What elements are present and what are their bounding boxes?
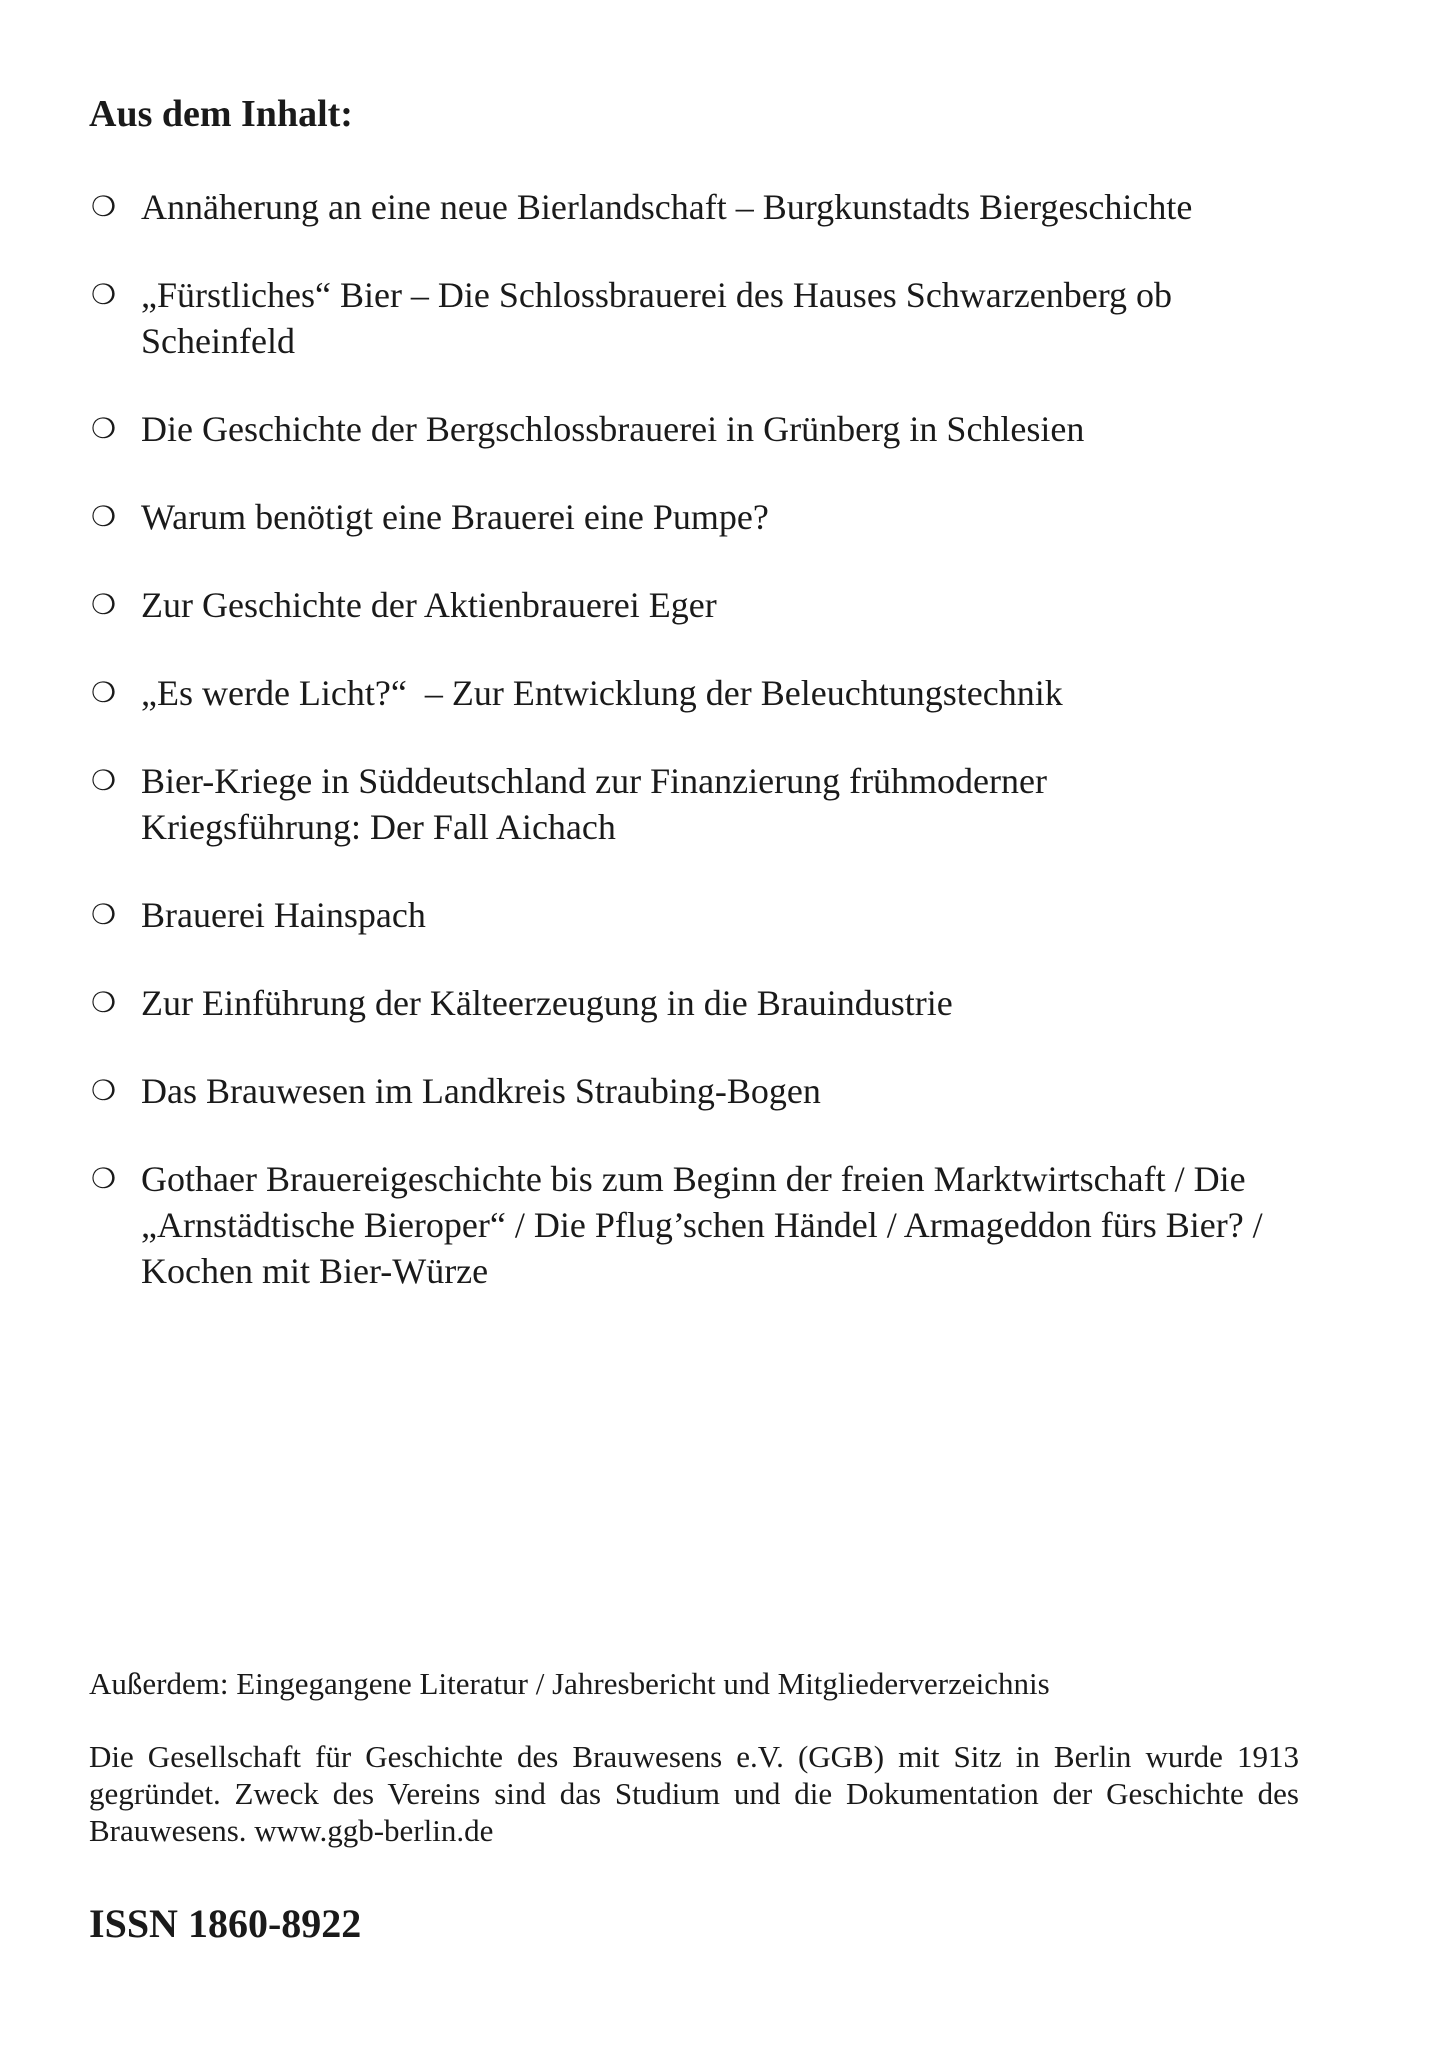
contents-list <box>89 184 1349 1336</box>
list-item <box>89 892 1349 938</box>
society-description: Die Gesellschaft für Geschichte des Brauwesens e.V. (GGB) mit Sitz in Berlin wurde 1913 gegründet. Zweck des Vereins sind das Studium und die Dokumentation der Geschichte des Brauwesens. www.ggb-berlin.de <box>89 1739 1299 1848</box>
list-item-text: „Es werde Licht?“ – Zur Entwicklung der Beleuchtungstechnik <box>141 673 1063 713</box>
circle-bullet-icon: ❍ <box>91 278 117 311</box>
list-item <box>89 980 1349 1026</box>
circle-bullet-icon: ❍ <box>91 1074 117 1107</box>
contents-heading: Aus dem Inhalt: <box>89 93 353 135</box>
circle-bullet-icon: ❍ <box>91 500 117 533</box>
list-item <box>89 406 1349 452</box>
list-item-text: Zur Geschichte der Aktienbrauerei Eger <box>141 585 717 625</box>
list-item <box>89 670 1349 716</box>
list-item-text: Brauerei Hainspach <box>141 895 426 935</box>
list-item-text: Gothaer Brauereigeschichte bis zum Beginn der freien Marktwirtschaft / Die „Arnstädtische Bieroper“ / Die Pflug’schen Händel / Armageddon fürs Bier? / Kochen mit Bier-Würze <box>141 1159 1263 1291</box>
list-item <box>89 1156 1349 1294</box>
circle-bullet-icon: ❍ <box>91 764 117 797</box>
list-item <box>89 272 1349 364</box>
list-item-text: Bier-Kriege in Süddeutschland zur Finanzierung frühmoderner Kriegsführung: Der Fall Aichach <box>141 761 1047 847</box>
list-item-text: Das Brauwesen im Landkreis Straubing-Bogen <box>141 1071 821 1111</box>
list-item-text: Zur Einführung der Kälteerzeugung in die Brauindustrie <box>141 983 953 1023</box>
circle-bullet-icon: ❍ <box>91 898 117 931</box>
circle-bullet-icon: ❍ <box>91 1162 117 1195</box>
circle-bullet-icon: ❍ <box>91 588 117 621</box>
circle-bullet-icon: ❍ <box>91 676 117 709</box>
list-item <box>89 184 1349 230</box>
list-item <box>89 1068 1349 1114</box>
circle-bullet-icon: ❍ <box>91 412 117 445</box>
circle-bullet-icon: ❍ <box>91 190 117 223</box>
list-item <box>89 494 1349 540</box>
list-item-text: Die Geschichte der Bergschlossbrauerei in Grünberg in Schlesien <box>141 409 1085 449</box>
circle-bullet-icon: ❍ <box>91 986 117 1019</box>
additional-contents-note: Außerdem: Eingegangene Literatur / Jahresbericht und Mitgliederverzeichnis <box>89 1666 1050 1701</box>
list-item <box>89 758 1349 850</box>
list-item <box>89 582 1349 628</box>
list-item-text: Warum benötigt eine Brauerei eine Pumpe? <box>141 497 769 537</box>
issn-number: ISSN 1860-8922 <box>89 1901 362 1946</box>
list-item-text: Annäherung an eine neue Bierlandschaft – Burgkunstadts Biergeschichte <box>141 187 1193 227</box>
list-item-text: „Fürstliches“ Bier – Die Schlossbrauerei des Hauses Schwarzenberg ob Scheinfeld <box>141 275 1173 361</box>
